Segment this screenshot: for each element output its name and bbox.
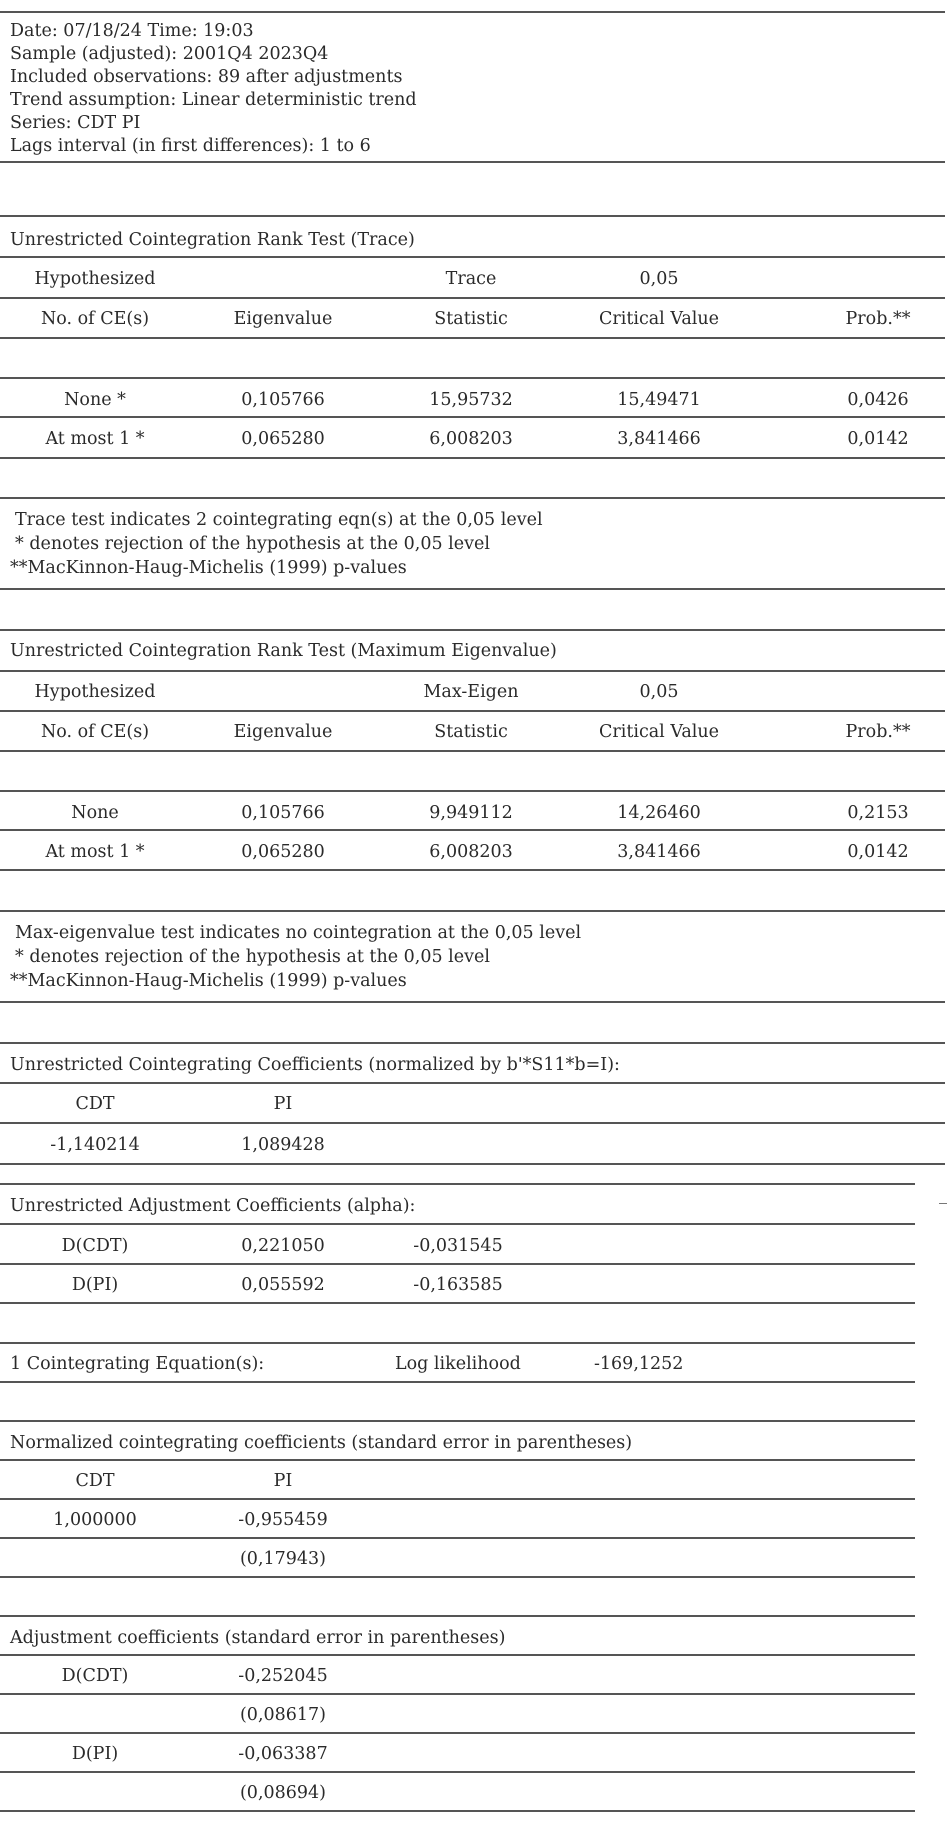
cell: 6,008203 xyxy=(429,429,513,449)
loglik-label: Log likelihood xyxy=(395,1354,521,1374)
rule xyxy=(0,497,945,499)
rule xyxy=(0,1381,915,1383)
unrestricted-coef-value-pi: 1,089428 xyxy=(241,1135,325,1155)
normalized-value-cdt: 1,000000 xyxy=(53,1510,137,1530)
trace-h2-statistic: Statistic xyxy=(434,309,508,329)
rule xyxy=(0,629,945,631)
rule xyxy=(0,1122,945,1124)
maxeig-h2-ce: No. of CE(s) xyxy=(40,722,150,742)
unrestricted-adj-title: Unrestricted Adjustment Coefficients (alpha): xyxy=(10,1196,416,1216)
cell: -0,031545 xyxy=(413,1236,503,1256)
trace-h1-hypothesized: Hypothesized xyxy=(34,269,156,289)
unrestricted-coef-header-pi: PI xyxy=(273,1094,293,1114)
rule xyxy=(0,1302,915,1304)
coint-eq-label: 1 Cointegrating Equation(s): xyxy=(10,1354,265,1374)
rule xyxy=(0,1163,945,1165)
rule xyxy=(0,11,945,13)
rule xyxy=(0,869,945,871)
trace-test-title: Unrestricted Cointegration Rank Test (Trace) xyxy=(10,230,415,250)
note: * denotes rejection of the hypothesis at the 0,05 level xyxy=(15,947,490,967)
cell: D(CDT) xyxy=(61,1236,129,1256)
rule xyxy=(0,297,945,299)
cell: 0,221050 xyxy=(241,1236,325,1256)
header-date: Date: 07/18/24 Time: 19:03 xyxy=(10,21,254,41)
note: **MacKinnon-Haug-Michelis (1999) p-values xyxy=(10,971,407,991)
cell: 0,065280 xyxy=(241,842,325,862)
maxeig-h1-hypothesized: Hypothesized xyxy=(34,682,156,702)
rule xyxy=(0,337,945,339)
header-series: Series: CDT PI xyxy=(10,113,141,133)
rule xyxy=(0,1042,945,1044)
rule xyxy=(0,588,945,590)
note: Max-eigenvalue test indicates no cointegration at the 0,05 level xyxy=(15,923,582,943)
adjustment-coef-title: Adjustment coefficients (standard error in parentheses) xyxy=(10,1628,506,1648)
note: **MacKinnon-Haug-Michelis (1999) p-values xyxy=(10,558,407,578)
rule xyxy=(0,1459,915,1461)
rule xyxy=(0,1654,915,1656)
normalized-value-pi: -0,955459 xyxy=(238,1510,328,1530)
cell: 0,055592 xyxy=(241,1275,325,1295)
unrestricted-coef-title: Unrestricted Cointegrating Coefficients (normalized by b'*S11*b=I): xyxy=(10,1055,620,1075)
cell: 14,26460 xyxy=(617,803,701,823)
rule xyxy=(0,1615,915,1617)
cell: None * xyxy=(64,390,126,410)
rule xyxy=(0,377,945,379)
maxeig-h1-level: 0,05 xyxy=(639,682,679,702)
adjustment-label-cdt: D(CDT) xyxy=(61,1666,129,1686)
trace-h1-trace: Trace xyxy=(445,269,497,289)
cell: At most 1 * xyxy=(45,429,145,449)
header-lags: Lags interval (in first differences): 1 to 6 xyxy=(10,136,371,156)
rule xyxy=(0,750,945,752)
normalized-header-pi: PI xyxy=(273,1471,293,1491)
rule xyxy=(0,416,945,418)
header-sample: Sample (adjusted): 2001Q4 2023Q4 xyxy=(10,44,329,64)
maxeig-h2-critical: Critical Value xyxy=(598,722,720,742)
rule xyxy=(0,1223,915,1225)
maxeig-h2-eigenvalue: Eigenvalue xyxy=(233,722,333,742)
maxeig-h2-statistic: Statistic xyxy=(434,722,508,742)
rule xyxy=(0,1082,945,1084)
rule xyxy=(0,1732,915,1734)
rule xyxy=(0,670,945,672)
normalized-header-cdt: CDT xyxy=(75,1471,115,1491)
trace-h2-ce: No. of CE(s) xyxy=(40,309,150,329)
cell: 0,0142 xyxy=(847,842,909,862)
cell: 3,841466 xyxy=(617,842,701,862)
note: * denotes rejection of the hypothesis at the 0,05 level xyxy=(15,534,490,554)
unrestricted-coef-header-cdt: CDT xyxy=(75,1094,115,1114)
rule xyxy=(0,1576,915,1578)
cell: 0,105766 xyxy=(241,803,325,823)
cell: 0,2153 xyxy=(847,803,909,823)
adjustment-label-pi: D(PI) xyxy=(71,1744,119,1764)
rule xyxy=(0,1183,915,1185)
rule xyxy=(0,1537,915,1539)
note: Trace test indicates 2 cointegrating eqn(s) at the 0,05 level xyxy=(15,510,543,530)
cell: 0,0142 xyxy=(847,429,909,449)
cell: 15,95732 xyxy=(429,390,513,410)
maxeig-h1-maxeigen: Max-Eigen xyxy=(423,682,519,702)
rule xyxy=(0,1001,945,1003)
loglik-value: -169,1252 xyxy=(594,1354,684,1374)
rule xyxy=(0,161,945,163)
cell: 3,841466 xyxy=(617,429,701,449)
cell: At most 1 * xyxy=(45,842,145,862)
rule xyxy=(0,1420,915,1422)
rule xyxy=(0,1771,915,1773)
unrestricted-coef-value-cdt: -1,140214 xyxy=(50,1135,140,1155)
header-observations: Included observations: 89 after adjustments xyxy=(10,67,403,87)
cell: 0,065280 xyxy=(241,429,325,449)
maxeig-h2-prob: Prob.** xyxy=(845,722,911,742)
rule xyxy=(0,256,945,258)
cell: D(PI) xyxy=(71,1275,119,1295)
rule xyxy=(0,1693,915,1695)
adjustment-se-pi: (0,08694) xyxy=(239,1783,327,1803)
stray-mark xyxy=(939,1203,947,1204)
normalized-coef-title: Normalized cointegrating coefficients (standard error in parentheses) xyxy=(10,1433,633,1453)
cell: 15,49471 xyxy=(617,390,701,410)
cell: 9,949112 xyxy=(429,803,513,823)
rule xyxy=(0,790,945,792)
rule xyxy=(0,1263,915,1265)
rule xyxy=(0,1342,915,1344)
rule xyxy=(0,457,945,459)
cell: -0,163585 xyxy=(413,1275,503,1295)
cell: 0,105766 xyxy=(241,390,325,410)
adjustment-value-pi: -0,063387 xyxy=(238,1744,328,1764)
rule xyxy=(0,710,945,712)
rule xyxy=(0,1498,915,1500)
trace-h1-level: 0,05 xyxy=(639,269,679,289)
trace-h2-prob: Prob.** xyxy=(845,309,911,329)
rule xyxy=(0,910,945,912)
adjustment-value-cdt: -0,252045 xyxy=(238,1666,328,1686)
trace-h2-eigenvalue: Eigenvalue xyxy=(233,309,333,329)
normalized-se-pi: (0,17943) xyxy=(239,1549,327,1569)
cell: None xyxy=(71,803,119,823)
trace-h2-critical: Critical Value xyxy=(598,309,720,329)
rule xyxy=(0,215,945,217)
cell: 6,008203 xyxy=(429,842,513,862)
header-trend: Trend assumption: Linear deterministic trend xyxy=(10,90,417,110)
rule xyxy=(0,1810,915,1812)
rule xyxy=(0,829,945,831)
cell: 0,0426 xyxy=(847,390,909,410)
adjustment-se-cdt: (0,08617) xyxy=(239,1705,327,1725)
maxeig-test-title: Unrestricted Cointegration Rank Test (Maximum Eigenvalue) xyxy=(10,641,557,661)
